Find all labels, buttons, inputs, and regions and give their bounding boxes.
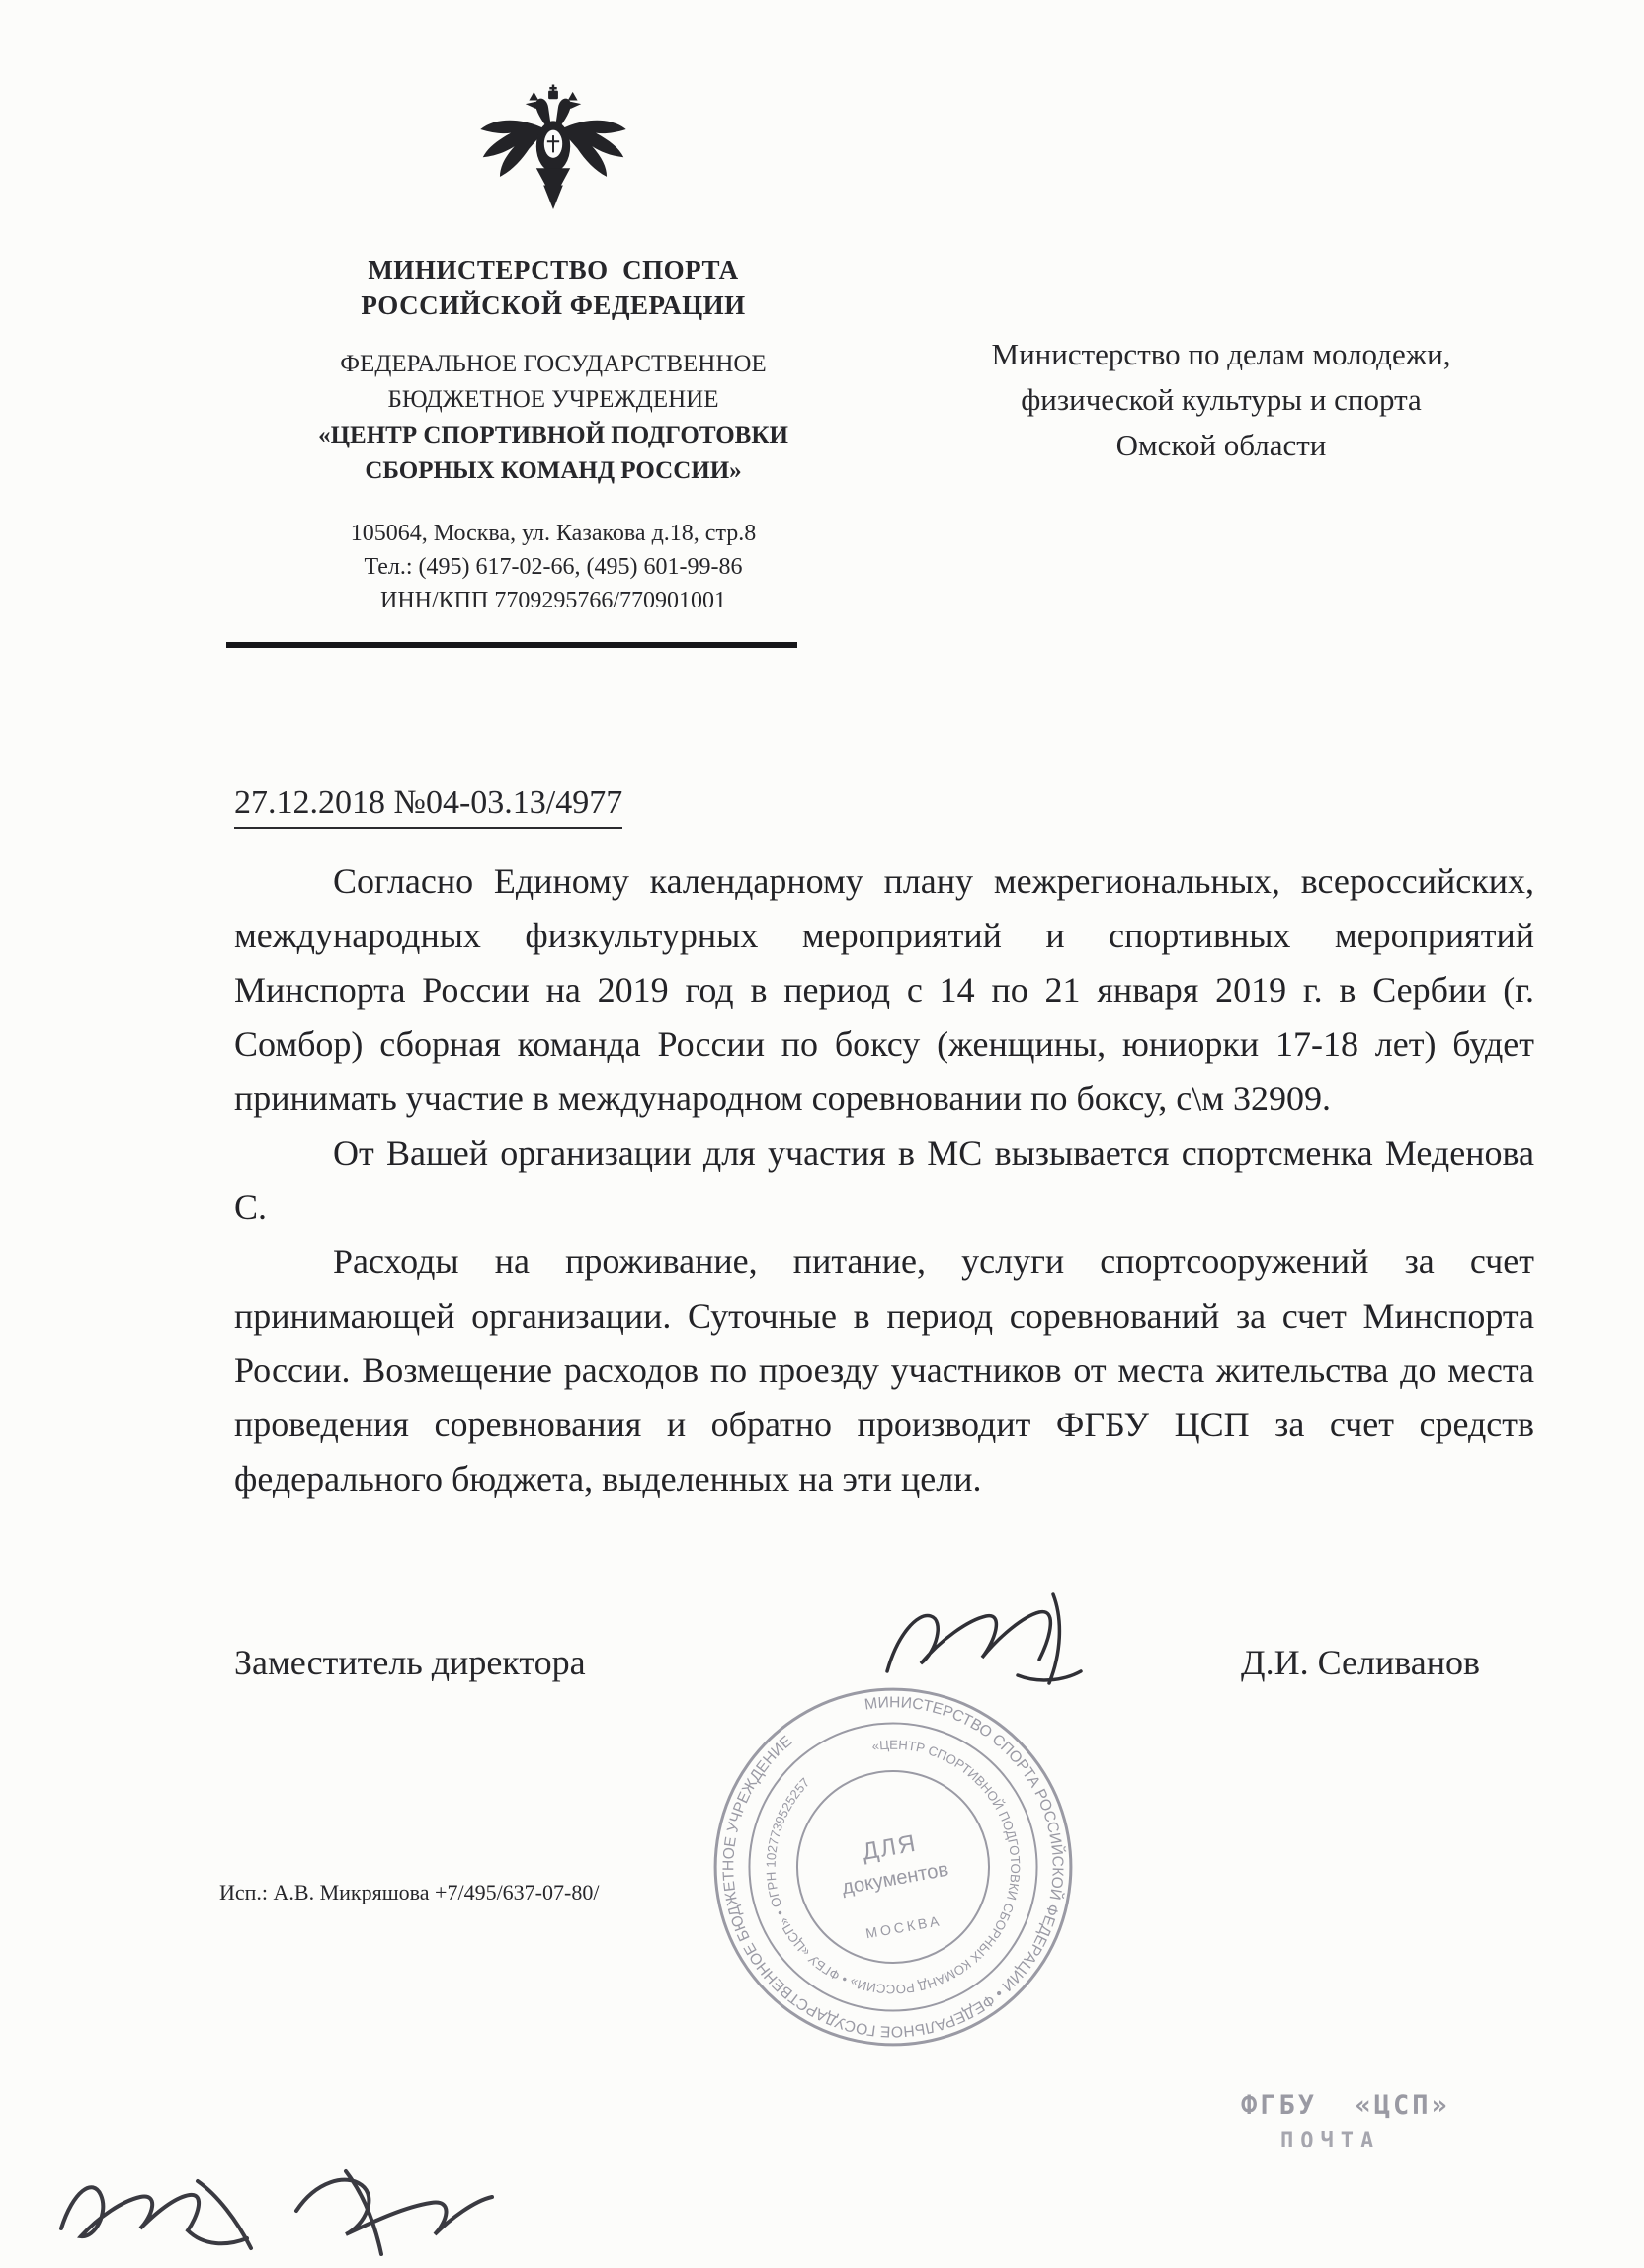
executor-line: Исп.: А.В. Микряшова +7/495/637-07-80/ [219,1880,600,1904]
org-name-line2: БЮДЖЕТНОЕ УЧРЕЖДЕНИЕ [387,386,719,413]
signer-position: Заместитель директора [234,1643,586,1682]
letter-body [234,784,1534,1506]
letterhead-divider-line [226,642,797,648]
org-name-line3: «ЦЕНТР СПОРТИВНОЙ ПОДГОТОВКИ [318,422,788,448]
org-name-line4: СБОРНЫХ КОМАНД РОССИИ» [365,457,742,484]
body-paragraph-2: От Вашей организации для участия в МС вызывается спортсменка Меденова С. [234,1133,1534,1227]
addressee-block [905,332,1537,468]
stamp-inner-ring-text: «ЦЕНТР СПОРТИВНОЙ ПОДГОТОВКИ СБОРНЫХ КОМАНД РОССИИ» • ФГБУ «ЦСП» • ОГРН 1027739525257 [763,1737,1024,1997]
org-phone: Тел.: (495) 617-02-66, (495) 601-99-86 [364,554,743,580]
postal-mark [1241,2090,1450,2153]
body-paragraph-3: Расходы на проживание, питание, услуги спортсооружений за счет принимающей организации. Суточные в период соревнований за счет Минспорта России. Возмещение расходов по проезду участников от места жительства до места проведения соревнования и обратно производит ФГБУ ЦСП за счет средств федерального бюджета, выделенных на эти цели. [234,1242,1534,1498]
contact-block [227,517,879,617]
letterhead [227,83,879,617]
organization-name [227,347,879,489]
stamp-outer-ring-text: МИНИСТЕРСТВО СПОРТА РОССИЙСКОЙ ФЕДЕРАЦИИ • ФЕДЕРАЛЬНОЕ ГОСУДАРСТВЕННОЕ БЮДЖЕТНОЕ УЧРЕЖДЕНИЕ [720,1694,1066,2040]
ministry-name-line2: РОССИЙСКОЙ ФЕДЕРАЦИИ [361,290,746,320]
stamp-center-line2: документов [840,1858,950,1900]
handwritten-notes-bottom [49,2151,583,2268]
org-inn-kpp: ИНН/КПП 7709295766/770901001 [379,588,726,613]
addressee-line2: физической культуры и спорта [1021,382,1422,417]
ministry-name [227,252,879,323]
postal-mark-pochta: ПОЧТА [1280,2129,1381,2153]
date-and-reference-number: 27.12.2018 №04-03.13/4977 [234,784,622,829]
org-address: 105064, Москва, ул. Казакова д.18, стр.8 [350,521,757,546]
official-round-stamp [674,1648,1113,2087]
postal-mark-org: ФГБУ «ЦСП» [1241,2090,1450,2121]
ministry-name-line1: МИНИСТЕРСТВО СПОРТА [368,255,739,284]
signer-name: Д.И. Селиванов [1241,1643,1480,1682]
addressee-line3: Омской области [1115,428,1327,462]
addressee-line1: Министерство по делам молодежи, [991,337,1451,371]
coat-of-arms-eagle-icon [468,83,638,229]
body-paragraph-1: Согласно Единому календарному плану межрегиональных, всероссийских, международных физкультурных мероприятий и спортивных мероприятий Минспорта России на 2019 год в период с 14 по 21 января 2019 г. в Сербии (г. Сомбор) сборная команда России по боксу (женщины, юниорки 17-18 лет) будет принимать участие в международном соревновании по боксу, с\м 32909. [234,861,1534,1118]
stamp-center-line1: ДЛЯ [860,1829,920,1866]
stamp-city-text: МОСКВА [864,1912,944,1942]
org-name-line1: ФЕДЕРАЛЬНОЕ ГОСУДАРСТВЕННОЕ [340,351,767,377]
